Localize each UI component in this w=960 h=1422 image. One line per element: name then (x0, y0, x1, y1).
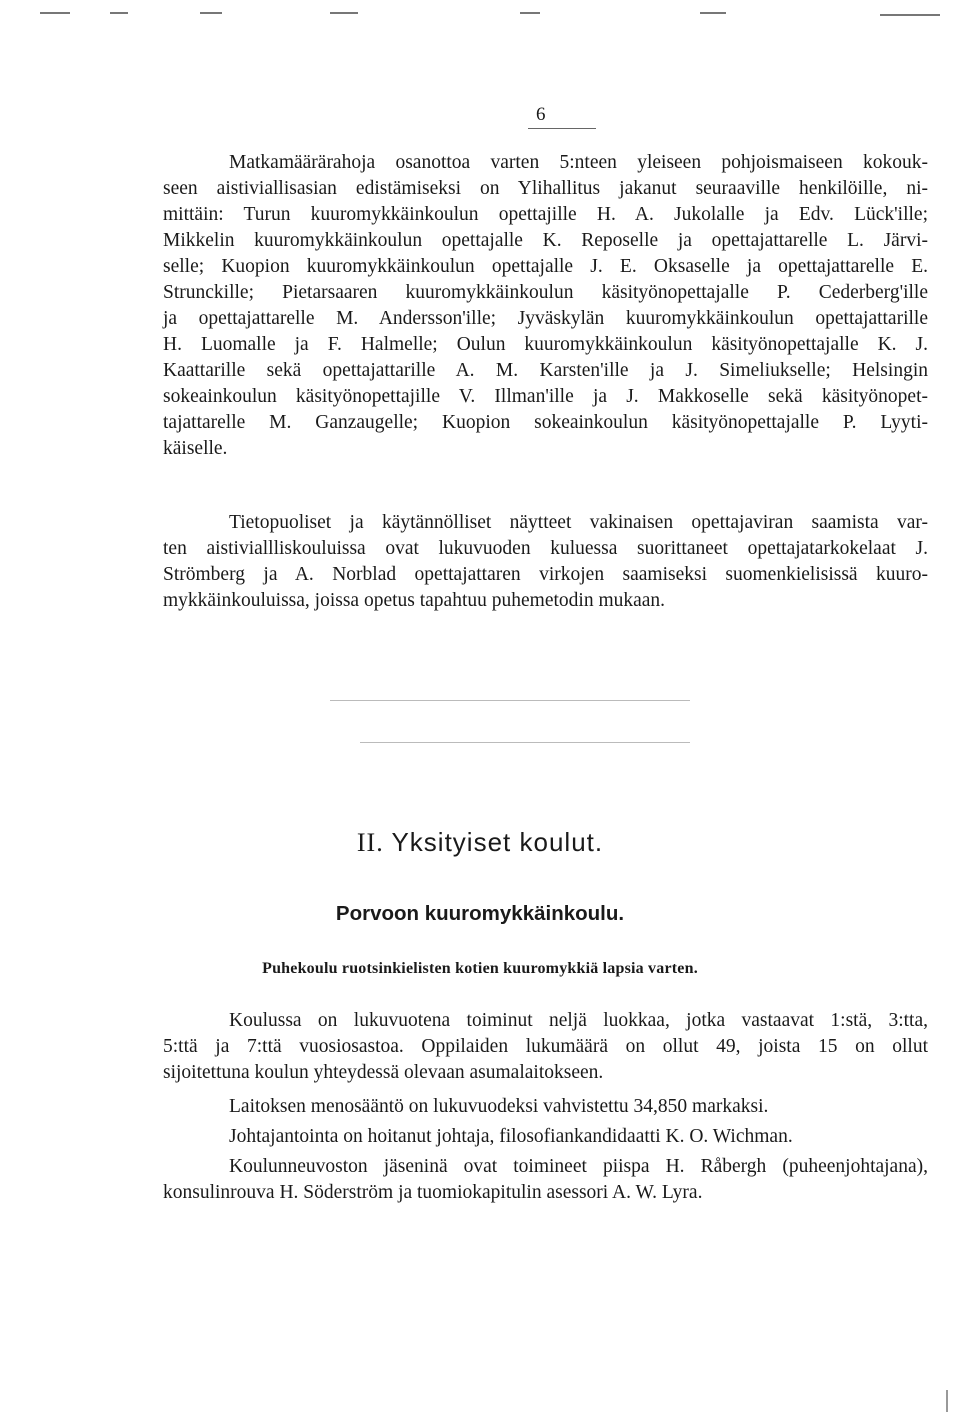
text-line: ten aistiviallliskouluissa ovat lukuvuoden kuluessa suorittaneet opettajatarkokelaat J. (163, 538, 928, 559)
text-line: käiselle. (163, 438, 228, 459)
text-line: Tietopuoliset ja käytännölliset näytteet vakinaisen opettajaviran saamista var- (229, 512, 928, 533)
text-line: Strömberg ja A. Norblad opettajattaren virkojen saamiseksi suomenkielisissä kuuro- (163, 564, 928, 585)
text-line: Matkamäärärahoja osanottoa varten 5:nteen yleiseen pohjoismaiseen kokouk- (229, 152, 928, 173)
section-divider (360, 742, 690, 743)
text-line: sokeainkoulun käsityönopettajille V. Illman'ille ja J. Makkoselle sekä käsityönopet- (163, 386, 928, 407)
text-line: tajattarelle M. Ganzaugelle; Kuopion sokeainkoulun käsityönopettajalle P. Lyyti- (163, 412, 928, 433)
scan-mark (520, 12, 540, 14)
scan-mark (40, 12, 70, 14)
text-line: Strunckille; Pietarsaaren kuuromykkäinkoulun käsityönopettajalle P. Cederberg'ille (163, 282, 928, 303)
text-line: seen aistiviallisasian edistämiseksi on Ylihallitus jakanut seuraaville henkilöille, ni- (163, 178, 928, 199)
section-heading (0, 826, 960, 859)
text-line: sijoitettuna koulun yhteydessä olevaan asumalaitokseen. (163, 1062, 604, 1083)
text-line: 5:ttä ja 7:ttä vuosiosastoa. Oppilaiden lukumäärä on ollut 49, joista 15 on ollut (163, 1036, 928, 1057)
scan-mark (700, 12, 726, 14)
paragraph-teacher-exams (163, 510, 928, 614)
paragraph-classes (163, 1008, 928, 1086)
text-line: Johtajantointa on hoitanut johtaja, filosofiankandidaatti K. O. Wichman. (229, 1126, 793, 1147)
text-line: mittäin: Turun kuuromykkäinkoulun opettajille H. A. Jukolalle ja Edv. Lück'ille; (163, 204, 928, 225)
paragraph-budget (163, 1094, 928, 1120)
scan-mark (946, 1390, 948, 1412)
page-number-underline (528, 128, 596, 129)
text-line: Koulussa on lukuvuotena toiminut neljä luokkaa, jotka vastaavat 1:stä, 3:tta, (229, 1010, 928, 1031)
page-number: 6 (536, 104, 546, 125)
scan-mark (110, 12, 128, 14)
text-line: Mikkelin kuuromykkäinkoulun opettajalle K. Reposelle ja opettajattarelle L. Järvi- (163, 230, 928, 251)
text-line: Kaattarille sekä opettajattarille A. M. Karsten'ille ja J. Simeliukselle; Helsingin (163, 360, 928, 381)
text-line: selle; Kuopion kuuromykkäinkoulun opettajalle J. E. Oksaselle ja opettajattarelle E. (163, 256, 928, 277)
text-line: ja opettajattarelle M. Andersson'ille; Jyväskylän kuuromykkäinkoulun opettajattarille (163, 308, 928, 329)
paragraph-board (163, 1154, 928, 1206)
paragraph-director (163, 1124, 928, 1150)
section-divider (330, 700, 690, 701)
text-line: konsulinrouva H. Söderström ja tuomiokapitulin asessori A. W. Lyra. (163, 1182, 703, 1203)
scan-mark (200, 12, 222, 14)
text-line: H. Luomalle ja F. Halmelle; Oulun kuuromykkäinkoulun käsityönopettajalle K. J. (163, 334, 928, 355)
school-heading: Porvoon kuuromykkäinkoulu. (335, 902, 625, 925)
school-subheading: Puhekoulu ruotsinkielisten kotien kuuromykkiä lapsia varten. (262, 960, 698, 977)
scan-mark (880, 14, 940, 16)
section-title: Yksityiset koulut. (391, 827, 604, 857)
text-line: Laitoksen menosääntö on lukuvuodeksi vahvistettu 34,850 markaksi. (229, 1096, 769, 1117)
text-line: Koulunneuvoston jäseninä ovat toimineet piispa H. Råbergh (puheenjohtajana), (229, 1156, 928, 1177)
text-line: mykkäinkouluissa, joissa opetus tapahtuu puhemetodin mukaan. (163, 590, 666, 611)
paragraph-travel-grants (163, 150, 928, 462)
section-numeral: II. (356, 828, 384, 857)
scan-mark (330, 12, 358, 14)
